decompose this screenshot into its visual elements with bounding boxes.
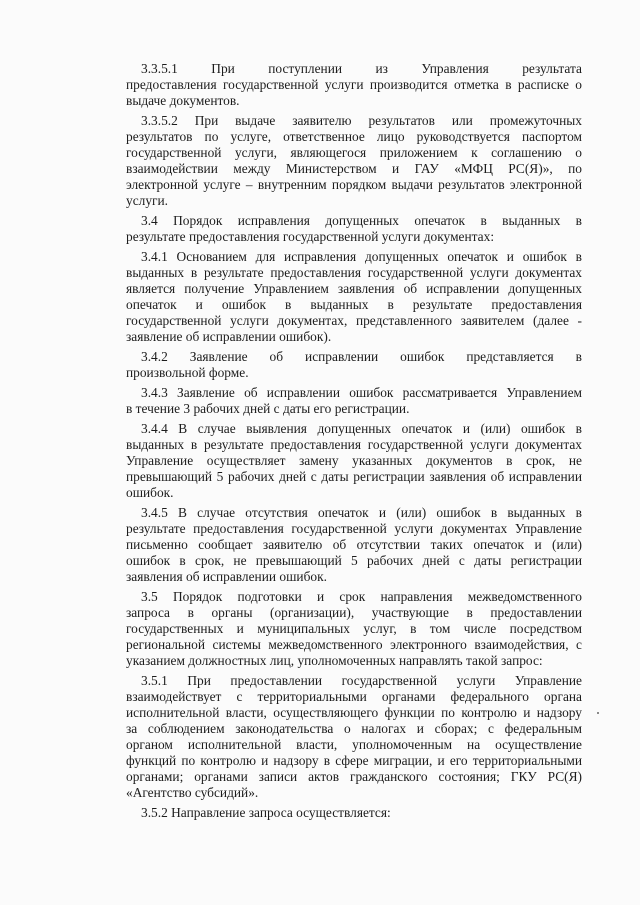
- text-line: письменно сообщает заявителю об отсутствии таких опечаток и (или): [126, 537, 582, 552]
- text-line: выданных в результате предоставления государственной услуги документах: [126, 265, 582, 280]
- text-line: предоставления государственной услуги производится отметка в расписке о: [126, 77, 582, 92]
- text-line: взаимодействует с территориальными органами федерального органа: [126, 689, 582, 704]
- text-line: является получение Управлением заявления об исправлении допущенных: [126, 281, 582, 296]
- text-line: государственной услуги документах, представленного заявителем (далее -: [126, 313, 582, 328]
- text-line: 3.3.5.1 При поступлении из Управления результата: [141, 61, 582, 76]
- text-line: результате предоставления государственной услуги документах Управление: [126, 521, 582, 536]
- text-line: за соблюдением законодательства о налогах и сборах; с федеральным: [126, 721, 582, 736]
- paragraph: [126, 805, 582, 821]
- text-line: 3.3.5.2 При выдаче заявителю результатов или промежуточных: [141, 113, 582, 128]
- text-line: исполнительной власти, осуществляющего функции по контролю и надзору: [126, 705, 582, 720]
- text-line: ошибок в срок, не превышающий 5 рабочих дней с даты регистрации: [126, 553, 582, 568]
- margin-mark: [597, 712, 599, 714]
- paragraph: [126, 505, 582, 585]
- text-line: выданных в результате предоставления государственной услуги документах: [126, 437, 582, 452]
- text-line: 3.4.5 В случае отсутствия опечаток и (или) ошибок в выданных в: [141, 505, 582, 520]
- paragraph: [126, 249, 582, 345]
- text-line: Управление осуществляет замену указанных документов в срок, не: [126, 453, 582, 468]
- text-line: функций по контролю и надзору в сфере миграции, и его территориальными: [126, 753, 582, 768]
- text-line: превышающий 5 рабочих дней с даты регистрации заявления об исправлении: [126, 469, 582, 484]
- text-line: результате предоставления государственной услуги документах:: [126, 229, 495, 244]
- text-line: произвольной форме.: [126, 365, 249, 380]
- text-line: органами; органами записи актов гражданского состояния; ГКУ РС(Я): [126, 769, 582, 784]
- paragraph: [126, 349, 582, 381]
- text-line: результатов по услуге, ответственное лицо руководствуется паспортом: [126, 129, 582, 144]
- text-line: выдаче документов.: [126, 93, 240, 108]
- text-line: запроса в органы (организации), участвующие в предоставлении: [126, 605, 582, 620]
- text-line: «Агентство субсидий».: [126, 785, 259, 800]
- text-line: заявления об исправлении ошибок.: [126, 569, 327, 584]
- text-line: региональной системы межведомственного электронного взаимодействия, с: [126, 637, 582, 652]
- text-line: 3.4 Порядок исправления допущенных опечаток в выданных в: [141, 213, 582, 228]
- paragraph: [126, 113, 582, 209]
- text-line: государственных и муниципальных услуг, в том числе посредством: [126, 621, 582, 636]
- text-line: электронной услуге – внутренним порядком выдачи результатов электронной: [126, 177, 582, 192]
- text-line: взаимодействии между Министерством и ГАУ «МФЦ РС(Я)», по: [126, 161, 582, 176]
- text-line: органом исполнительной власти, уполномоченным на осуществление: [126, 737, 582, 752]
- paragraph: [126, 385, 582, 417]
- text-line: 3.4.2 Заявление об исправлении ошибок представляется в: [141, 349, 582, 364]
- text-line: 3.4.4 В случае выявления допущенных опечаток и (или) ошибок в: [141, 421, 582, 436]
- paragraph: [126, 61, 582, 109]
- text-line: 3.4.3 Заявление об исправлении ошибок рассматривается Управлением: [141, 385, 582, 400]
- paragraph: [126, 421, 582, 501]
- text-line: 3.5.1 При предоставлении государственной услуги Управление: [141, 673, 582, 688]
- text-line: государственной услуги, являющегося приложением к соглашению о: [126, 145, 582, 160]
- text-line: услуги.: [126, 193, 169, 208]
- paragraph: [126, 673, 582, 801]
- text-line: ошибок.: [126, 485, 174, 500]
- text-line: 3.5.2 Направление запроса осуществляется:: [141, 805, 391, 820]
- text-line: опечаток и ошибок в выданных в результате предоставления: [126, 297, 582, 312]
- paragraph: [126, 213, 582, 245]
- text-line: 3.5 Порядок подготовки и срок направления межведомственного: [141, 589, 582, 604]
- text-line: в течение 3 рабочих дней с даты его регистрации.: [126, 401, 410, 416]
- paragraph: [126, 589, 582, 669]
- text-line: 3.4.1 Основанием для исправления допущенных опечаток и ошибок в: [141, 249, 582, 264]
- text-line: указанием должностных лиц, уполномоченных направлять такой запрос:: [126, 653, 543, 668]
- document-body: [126, 61, 582, 825]
- text-line: заявление об исправлении ошибок).: [126, 329, 332, 344]
